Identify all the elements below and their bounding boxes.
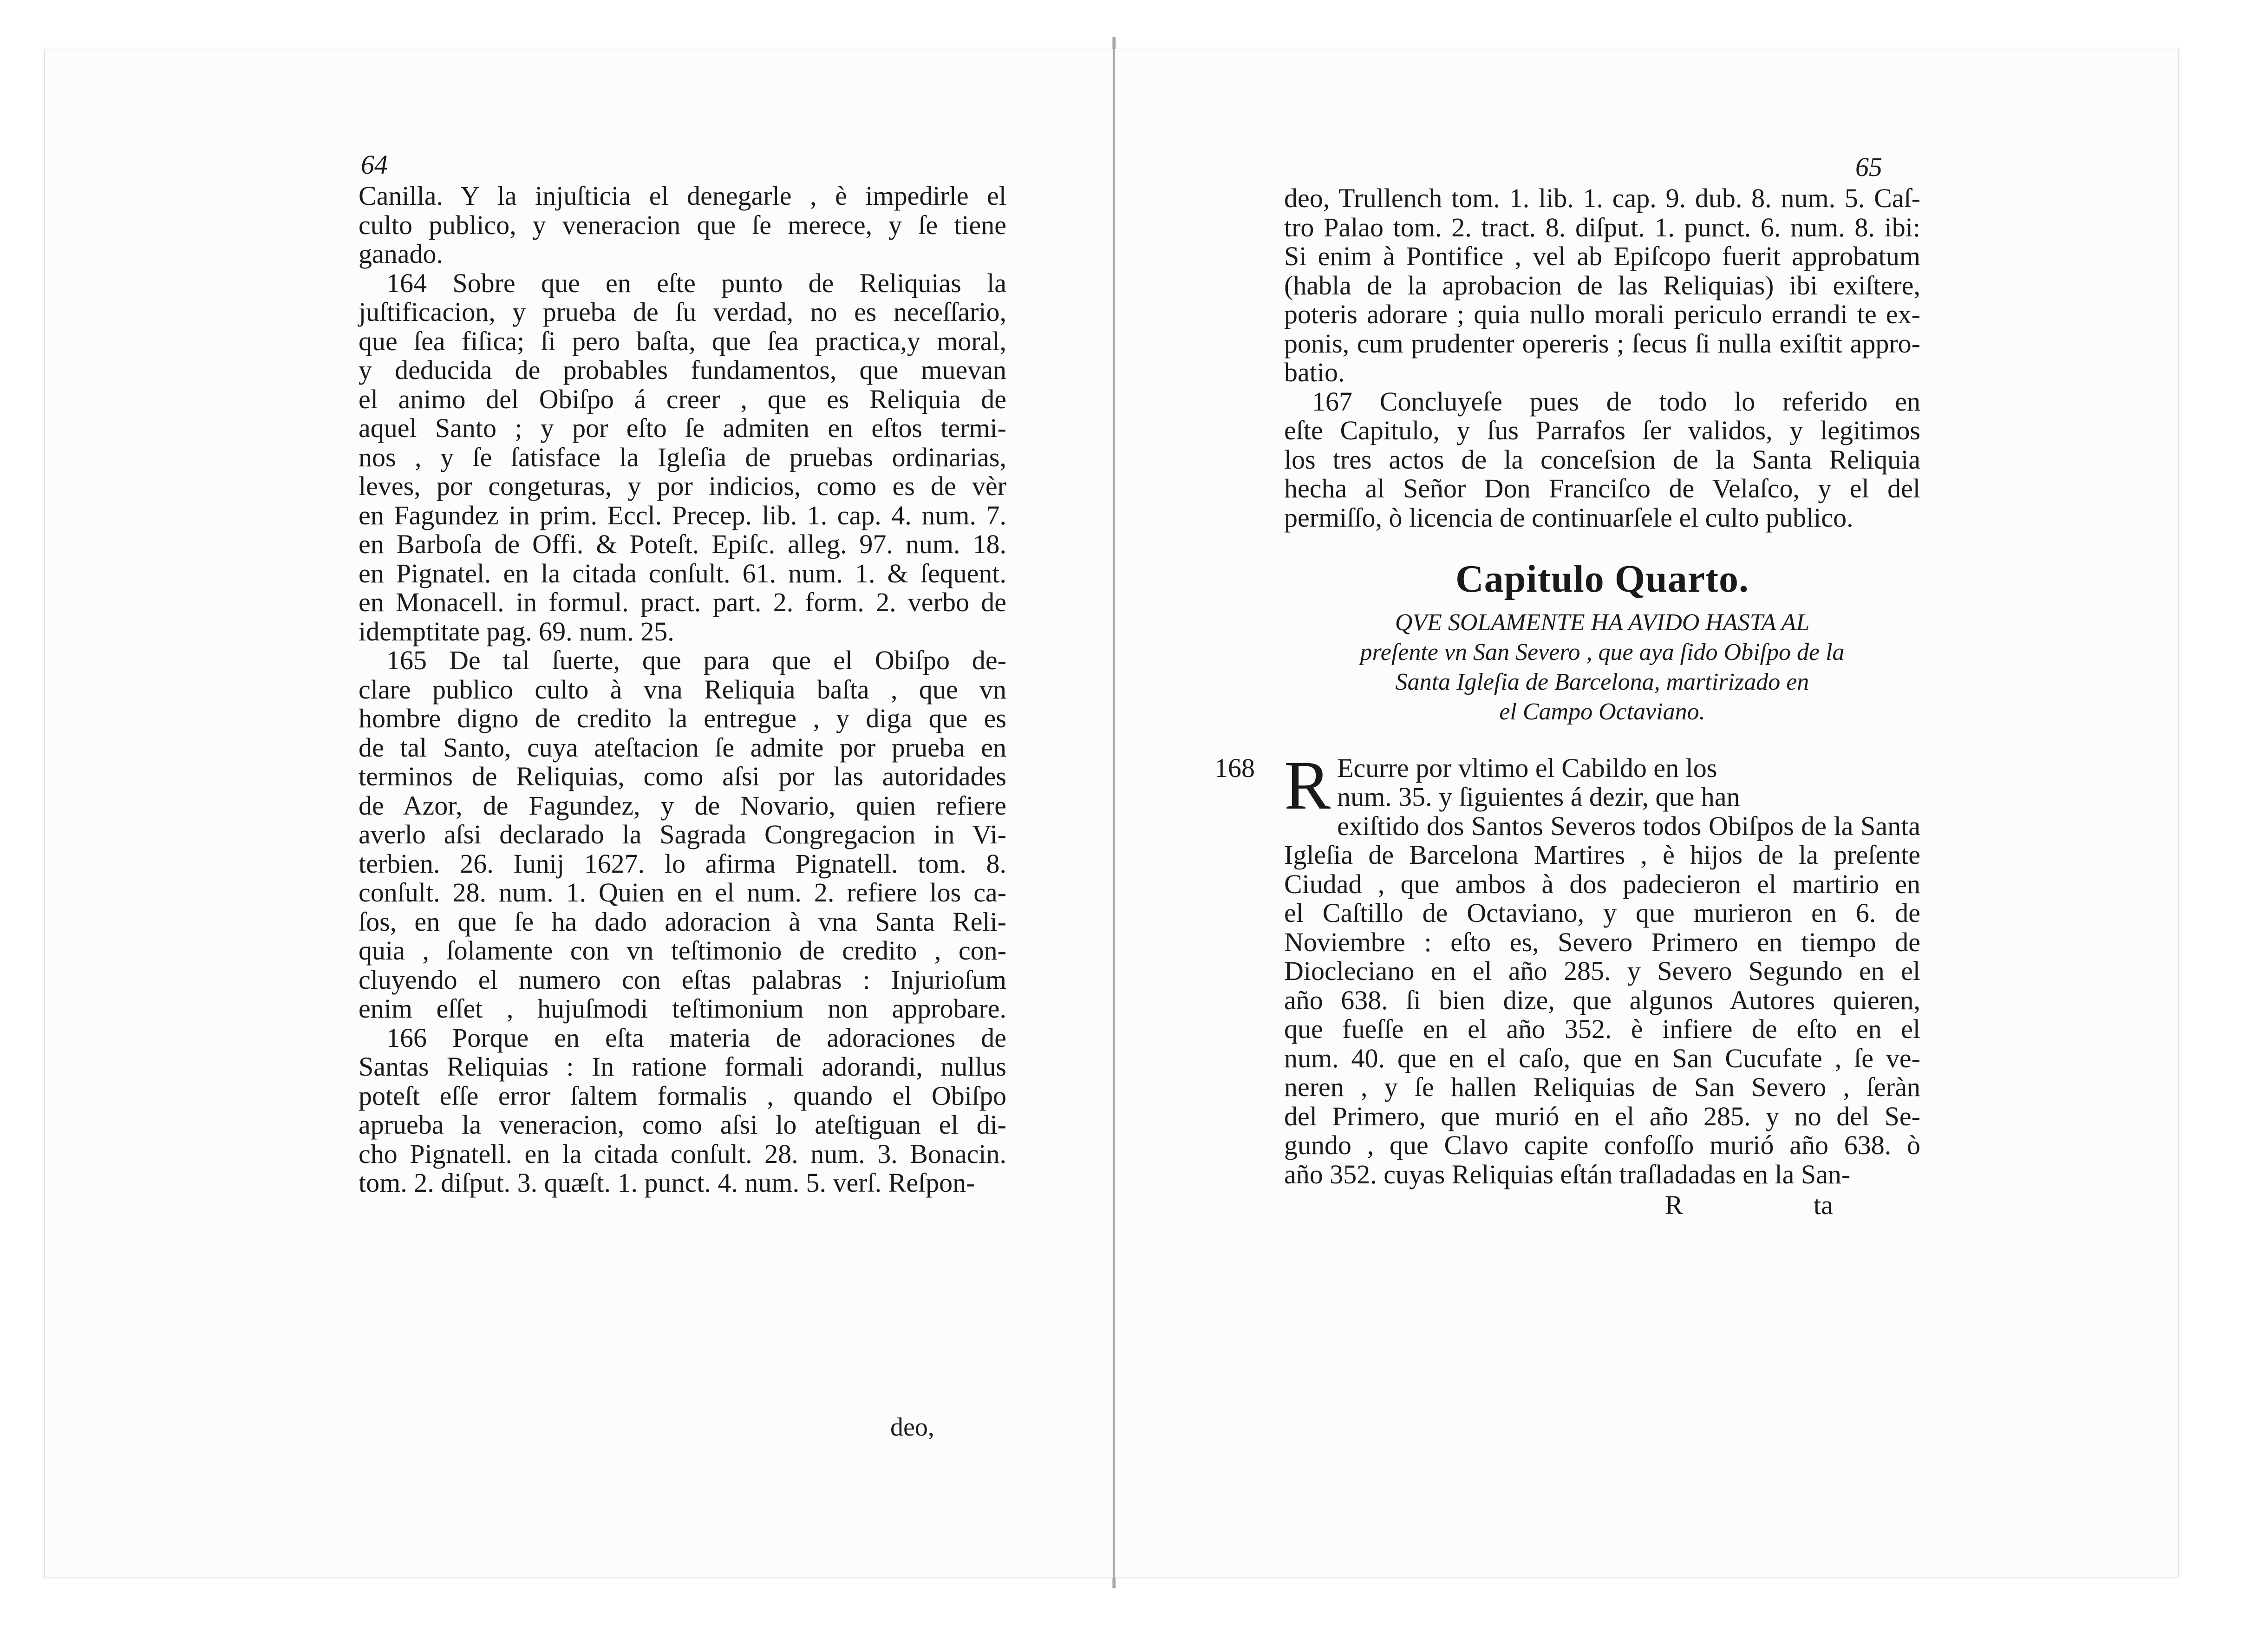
text-line: clare publico culto à vna Reliquia baſta , que vn bbox=[359, 674, 1006, 705]
catchword: deo, bbox=[890, 1413, 934, 1442]
text-line: del Primero, que murió en el año 285. y no del Se- bbox=[1284, 1101, 1920, 1131]
text-line: deo, Trullench tom. 1. lib. 1. cap. 9. dub. 8. num. 5. Caſ- bbox=[1284, 183, 1920, 213]
right-page-text bbox=[1214, 183, 1920, 1223]
text-line: año 352. cuyas Reliquias eſtán traſladadas en la San- bbox=[1284, 1159, 1851, 1189]
text-line: juſtificacion, y prueba de ſu verdad, no es neceſſario, bbox=[359, 297, 1006, 327]
text-line: permiſſo, ò licencia de continuarſele el culto publico. bbox=[1284, 502, 1853, 533]
text-line: neren , y ſe hallen Reliquias de San Severo , ſeràn bbox=[1284, 1072, 1920, 1102]
text-line: averlo aſsi declarado la Sagrada Congregacion in Vi- bbox=[359, 819, 1006, 849]
text-line: poteris adorare ; quia nullo morali periculo errandi te ex- bbox=[1284, 299, 1920, 329]
text-line: año 638. ſi bien dize, que algunos Autores quieren, bbox=[1284, 985, 1920, 1015]
text-line: tom. 2. diſput. 3. quæſt. 1. punct. 4. num. 5. verſ. Reſpon- bbox=[359, 1168, 975, 1198]
text-line: leves, por congeturas, y por indicios, como es de vèr bbox=[359, 471, 1006, 501]
text-line: en Monacell. in formul. pract. part. 2. form. 2. verbo de bbox=[359, 587, 1006, 617]
text-line: en Barboſa de Offi. & Poteſt. Epiſc. alleg. 97. num. 18. bbox=[359, 529, 1006, 559]
catchword: ta bbox=[1814, 1190, 1833, 1220]
text-line: 166 Porque en eſta materia de adoraciones de bbox=[386, 1022, 1006, 1053]
text-line: y deducida de probables fundamentos, que muevan bbox=[359, 355, 1006, 385]
left-page-text bbox=[359, 182, 1006, 1198]
right-page bbox=[1115, 49, 2179, 1578]
paragraph-number: 168 bbox=[1214, 752, 1255, 783]
text-line: batio. bbox=[1284, 357, 1345, 387]
text-line: el Caſtillo de Octaviano, y que murieron en 6. de bbox=[1284, 898, 1920, 928]
paragraphs-166-167 bbox=[1284, 184, 1920, 532]
text-line: Santas Reliquias : In ratione formali adorandi, nullus bbox=[359, 1051, 1006, 1082]
chapter-subtitle bbox=[1284, 608, 1920, 727]
text-line: num. 35. y ſiguientes á dezir, que han bbox=[1337, 782, 1740, 812]
text-line: tro Palao tom. 2. tract. 8. diſput. 1. punct. 6. num. 8. ibi: bbox=[1284, 212, 1920, 242]
text-line: poteſt eſſe error ſaltem formalis , quando el Obiſpo bbox=[359, 1080, 1006, 1111]
paragraph-168-lines bbox=[1284, 746, 1920, 1189]
text-line: 164 Sobre que en eſte punto de Reliquias la bbox=[386, 268, 1006, 298]
text-line: gundo , que Clavo capite confoſſo murió año 638. ò bbox=[1284, 1130, 1920, 1160]
text-line: eſte Capitulo, y ſus Parrafos ſer validos, y legitimos bbox=[1284, 415, 1920, 445]
page-number: 65 bbox=[1855, 152, 1882, 182]
text-line: ganado. bbox=[359, 239, 443, 269]
text-line: aprueba la veneracion, como aſsi lo ateſtiguan el di- bbox=[359, 1110, 1006, 1140]
chapter-title: Capitulo Quarto. bbox=[1455, 557, 1749, 601]
text-line: nos , y ſe ſatisface la Igleſia de pruebas ordinarias, bbox=[359, 442, 1006, 472]
text-line: terbien. 26. Iunij 1627. lo afirma Pignatell. tom. 8. bbox=[359, 848, 1006, 879]
text-line: 165 De tal ſuerte, que para que el Obiſpo de- bbox=[386, 645, 1006, 675]
text-line: Ciudad , que ambos à dos padecieron el martirio en bbox=[1284, 868, 1920, 899]
text-line: 167 Concluyeſe pues de todo lo referido en bbox=[1312, 386, 1920, 417]
text-line: quia , ſolamente con vn teſtimonio de credito , con- bbox=[359, 935, 1006, 966]
text-line: cluyendo el numero con eſtas palabras : Injurioſum bbox=[359, 964, 1006, 995]
text-line: en Fagundez in prim. Eccl. Precep. lib. 1. cap. 4. num. 7. bbox=[359, 500, 1006, 530]
text-line: de tal Santo, cuya ateſtacion ſe admite por prueba en bbox=[359, 732, 1006, 763]
paragraph-168 bbox=[1214, 746, 1920, 1189]
text-line: ponis, cum prudenter opereris ; ſecus ſi nulla exiſtit appro- bbox=[1284, 328, 1920, 359]
text-line: hombre digno de credito la entregue , y diga que es bbox=[359, 703, 1006, 733]
signature-mark: R bbox=[1665, 1190, 1683, 1220]
text-line: Canilla. Y la injuſticia el denegarle , è impedirle el bbox=[359, 181, 1006, 211]
text-line: idemptitate pag. 69. num. 25. bbox=[359, 616, 674, 646]
text-line: ſos, en que ſe ha dado adoracion à vna Santa Reli- bbox=[359, 906, 1006, 937]
subtitle-line: el Campo Octaviano. bbox=[1499, 698, 1705, 725]
text-line: los tres actos de la conceſsion de la Santa Reliquia bbox=[1284, 444, 1920, 475]
text-line: el animo del Obiſpo á creer , que es Reliquia de bbox=[359, 384, 1006, 414]
text-line: exiſtido dos Santos Severos todos Obiſpos de la Santa bbox=[1337, 810, 1920, 841]
subtitle-line: QVE SOLAMENTE HA AVIDO HASTA AL bbox=[1395, 609, 1810, 636]
text-line: hecha al Señor Don Franciſco de Velaſco, y el del bbox=[1284, 473, 1920, 503]
text-line: Si enim à Pontifice , vel ab Epiſcopo fuerit approbatum bbox=[1284, 241, 1920, 271]
text-line: de Azor, de Fagundez, y de Novario, quien refiere bbox=[359, 790, 1006, 821]
text-line: (habla de la aprobacion de las Reliquias) ibi exiſtere, bbox=[1284, 270, 1920, 300]
text-line: Noviembre : eſto es, Severo Primero en tiempo de bbox=[1284, 927, 1920, 957]
left-page bbox=[44, 49, 1113, 1578]
text-line: num. 40. que en el caſo, que en San Cucufate , ſe ve- bbox=[1284, 1043, 1920, 1073]
subtitle-line: Santa Igleſia de Barcelona, martirizado en bbox=[1395, 668, 1809, 695]
text-line: aquel Santo ; y por eſto ſe admiten en eſtos termi- bbox=[359, 413, 1006, 443]
text-line: culto publico, y veneracion que ſe merece, y ſe tiene bbox=[359, 209, 1006, 240]
text-line: terminos de Reliquias, como aſsi por las autoridades bbox=[359, 761, 1006, 791]
drop-capital: R bbox=[1284, 746, 1331, 824]
text-line: que fueſſe en el año 352. è infiere de eſto en el bbox=[1284, 1014, 1920, 1044]
text-line: en Pignatel. en la citada conſult. 61. num. 1. & ſequent. bbox=[359, 558, 1006, 588]
text-line: enim eſſet , hujuſmodi teſtimonium non approbare. bbox=[359, 993, 1006, 1024]
text-line: que ſea fiſica; ſi pero baſta, que ſea practica,y moral, bbox=[359, 326, 1006, 356]
text-line: Ecurre por vltimo el Cabildo en los bbox=[1337, 752, 1717, 783]
page-number: 64 bbox=[361, 150, 388, 180]
text-line: conſult. 28. num. 1. Quien en el num. 2. refiere los ca- bbox=[359, 877, 1006, 908]
text-line: cho Pignatell. en la citada conſult. 28. num. 3. Bonacin. bbox=[359, 1138, 1006, 1169]
subtitle-line: preſente vn San Severo , que aya ſido Obiſpo de la bbox=[1360, 639, 1845, 666]
text-line: Igleſia de Barcelona Martires , è hijos de la preſente bbox=[1284, 840, 1920, 870]
text-line: Diocleciano en el año 285. y Severo Segundo en el bbox=[1284, 956, 1920, 986]
